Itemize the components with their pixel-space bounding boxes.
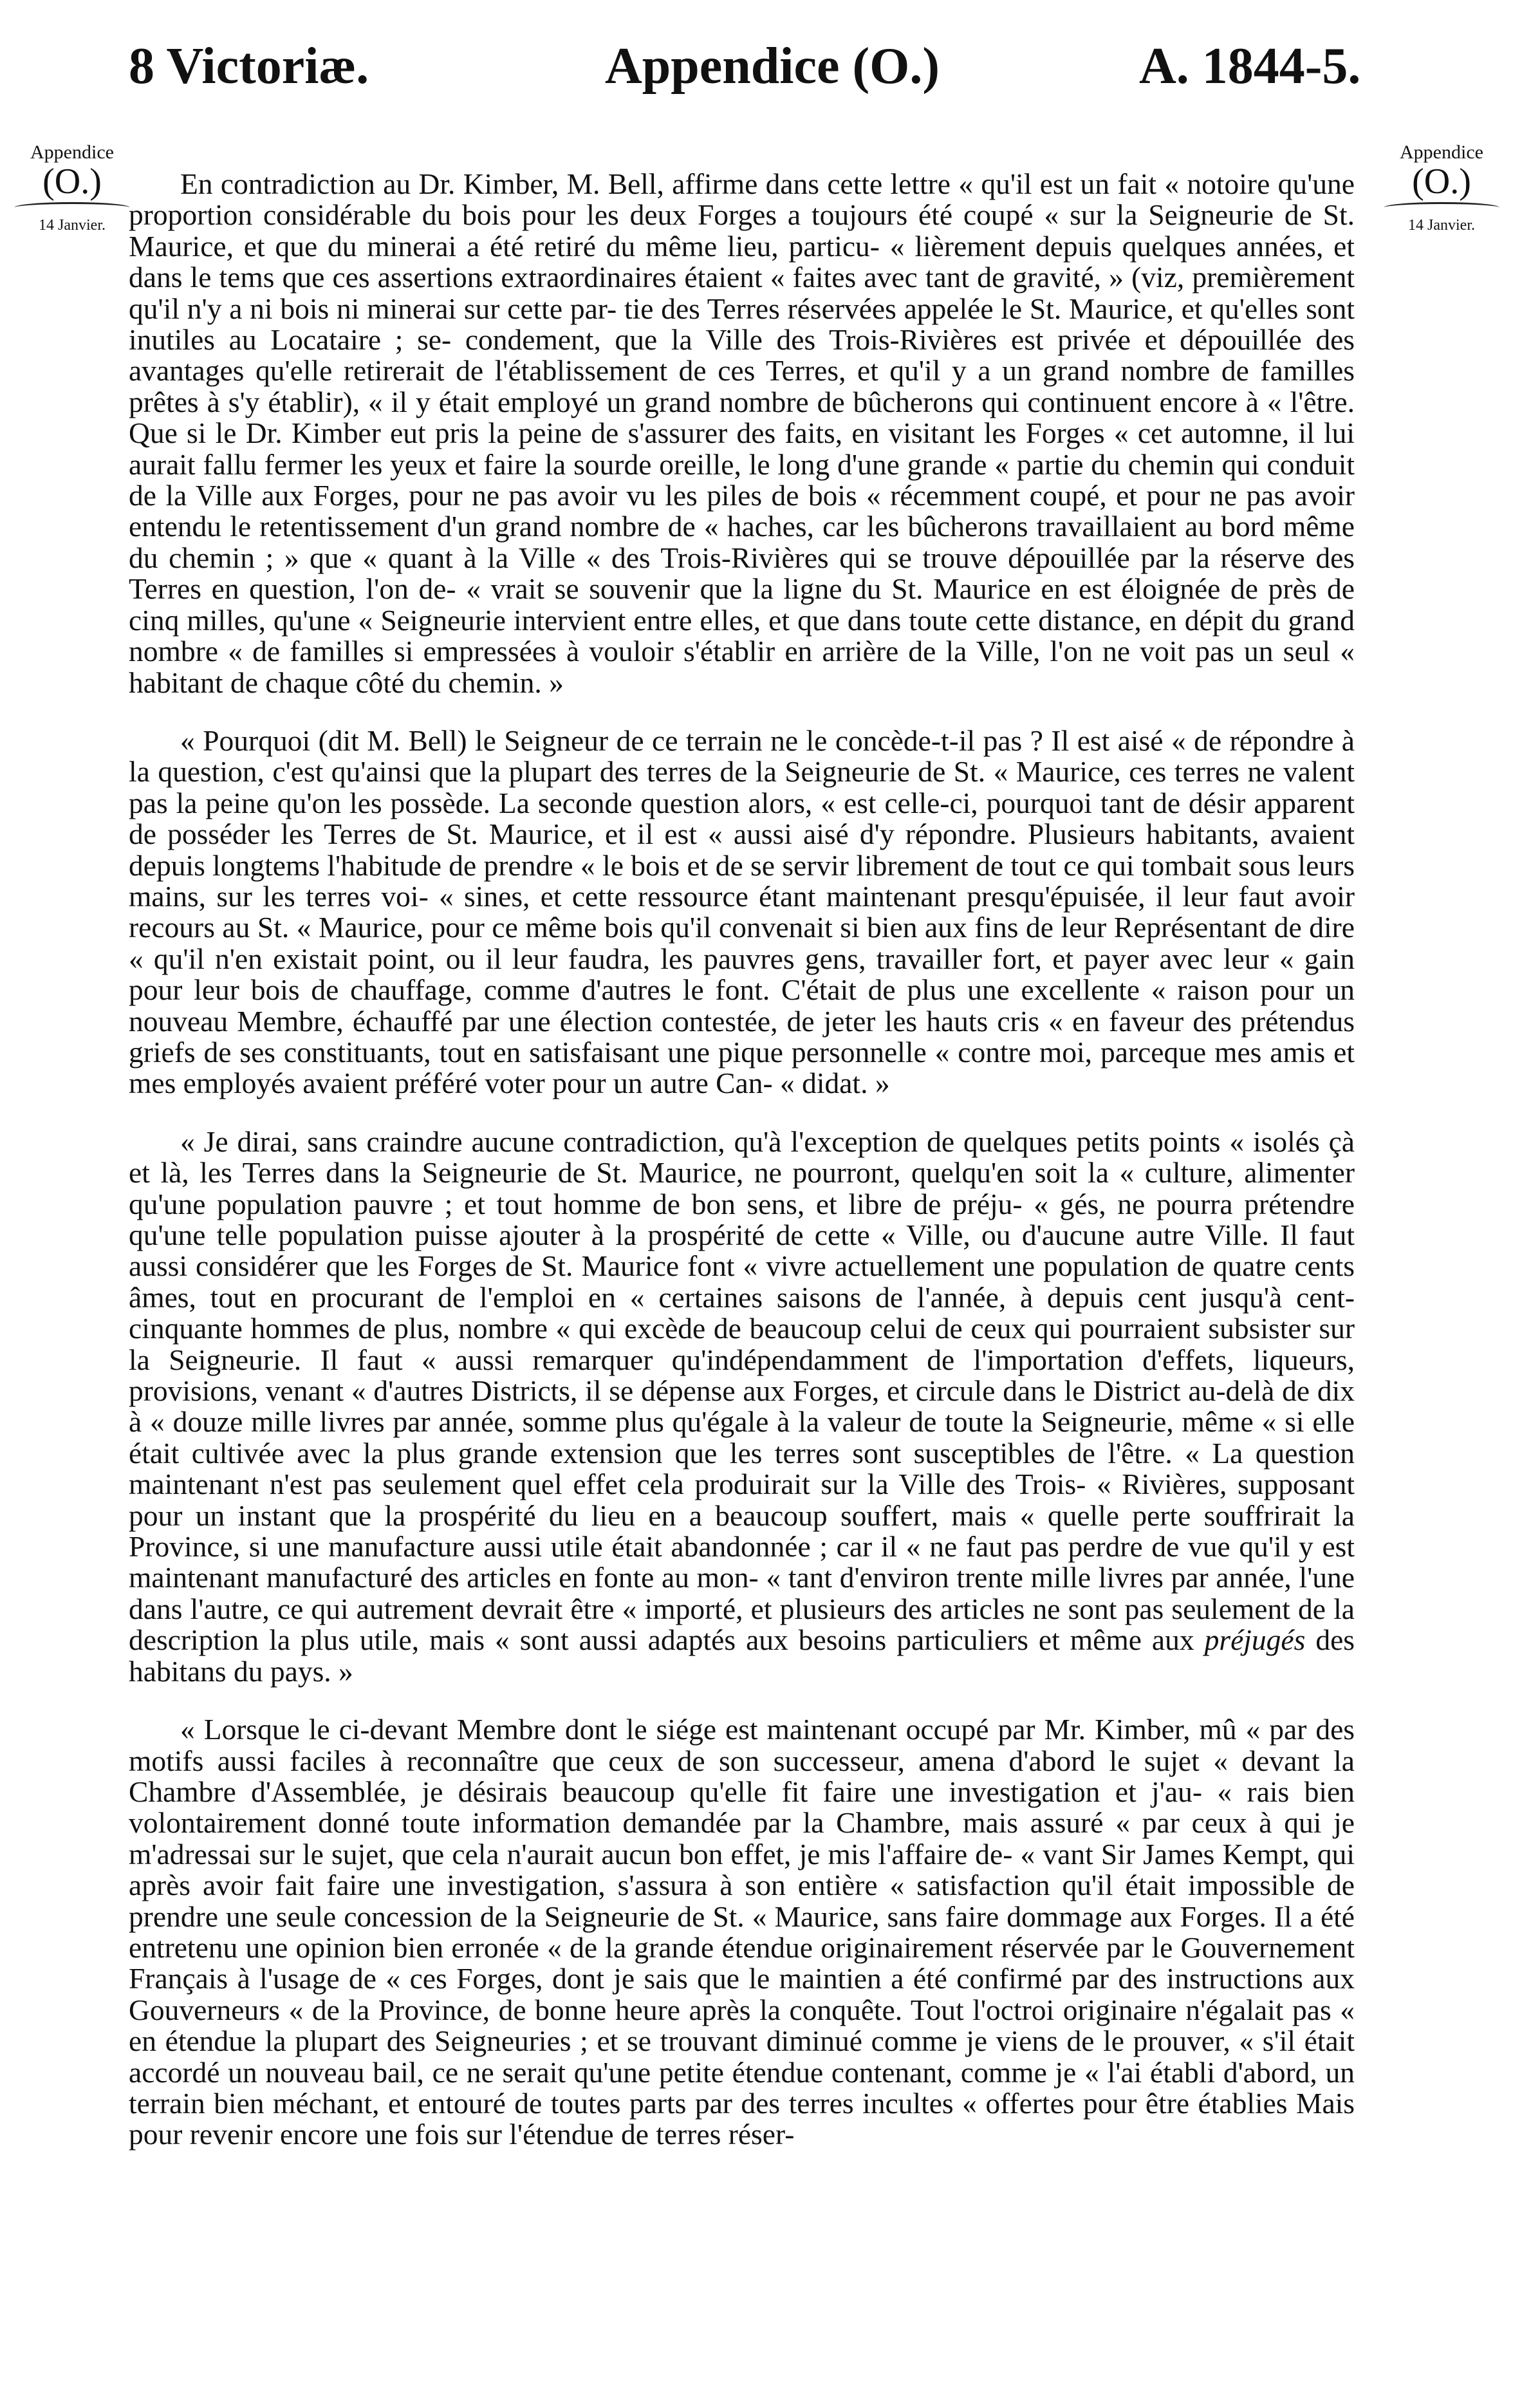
- paragraph-3: [129, 1126, 1355, 1687]
- paragraph-2: « Pourquoi (dit M. Bell) le Seigneur de ce terrain ne le concède-t-il pas ? Il est aisé « de répondre à la question, c'est qu'ainsi que la plupart des terres de la Seigneurie de St. « Maurice, ces terres ne valent pas la peine qu'on les possède. La seconde question alors, « est celle-ci, pourquoi tant de désir apparent de posséder les Terres de St. Maurice, et il est « aussi aisé d'y répondre. Plusieurs habitants, avaient depuis longtems l'habitude de prendre « le bois et de se servir librement de tout ce qui tombait sous leurs mains, sur les terres voi- « sines, et cette ressource étant maintenant presqu'épuisée, il leur faut avoir recours au St. « Maurice, pour ce même bois qu'il convenait si bien aux fins de leur Représentant de dire « qu'il n'en existait point, ou il leur faudra, les pauvres gens, travailler fort, et payer avec leur « gain pour leur bois de chauffage, comme d'autres le font. C'était de plus une excellente « raison pour un nouveau Membre, échauffé par une élection contestée, de jeter les hauts cris « en faveur des prétendus griefs de ses constituants, tout en satisfaisant une pique personnelle « contre moi, parceque mes amis et mes employés avaient préféré voter pour un autre Can- « didat. »: [129, 723, 1355, 1100]
- margin-note-right: [1377, 142, 1506, 234]
- header-year: A. 1844-5.: [1139, 38, 1361, 95]
- paragraph-3-end: des habitans du pays. »: [129, 1623, 1355, 1688]
- brace-icon: [1384, 202, 1499, 213]
- paragraph-4: « Lorsque le ci-devant Membre dont le siége est maintenant occupé par Mr. Kimber, mû « par des motifs aussi faciles à reconnaître que ceux de son successeur, amena d'abord le sujet « devant la Chambre d'Assemblée, je désirais beaucoup qu'elle fit faire une investigation et j'au- « rais bien volontairement donné toute information demandée par la Chambre, mais assuré « par ceux à qui je m'adressai sur le sujet, que cela n'aurait aucun bon effet, je mis l'affaire de- « vant Sir James Kempt, qui après avoir fait faire une investigation, s'assura à son entière « satisfaction qu'il était impossible de prendre une seule concession de la Seigneurie de St. « Maurice, sans faire dommage aux Forges. Il a été entretenu une opinion bien erronée « de la grande étendue originairement réservée par le Gouvernement Français à l'usage de « ces Forges, dont je sais que le maintien a été confirmé par des instructions aux Gouverneurs « de la Province, de bonne heure après la conquête. Tout l'octroi originaire n'égalait pas « en étendue la plupart des Seigneuries ; et se trouvant diminué comme je viens de le prouver, « s'il était accordé un nouveau bail, ce ne serait qu'une petite étendue contenant, comme je « l'ai établi d'abord, un terrain bien méchant, et entouré de toutes parts par des terres incultes « offertes pour être établies Mais pour revenir encore une fois sur l'étendue de terres réser-: [129, 1713, 1355, 2151]
- paragraph-3-text: « Je dirai, sans craindre aucune contradiction, qu'à l'exception de quelques petits points « isolés çà et là, les Terres dans la Seigneurie de St. Maurice, ne pourront, quelqu'en soit la « culture, alimenter qu'une population pauvre ; et tout homme de bon sens, et libre de préju- « gés, ne pourra prétendre qu'une telle population puisse ajouter à la prospérité de cette « Ville, ou d'aucune autre Ville. Il faut aussi considérer que les Forges de St. Maurice font « vivre actuellement une population de quatre cents âmes, tout en procurant de l'emploi en « certaines saisons de l'année, à depuis cent jusqu'à cent-cinquante hommes de plus, nombre « qui excède de beaucoup celui de ceux qui pourraient subsister sur la Seigneurie. Il faut « aussi remarquer qu'indépendamment de l'importation d'effets, liqueurs, provisions, venant « d'autres Districts, il se dépense aux Forges, et circule dans le District au-delà de dix à « douze mille livres par année, somme plus qu'égale à la valeur de toute la Seigneurie, même « si elle était cultivée avec la plus grande extension que les terres sont susceptibles de l'être. « La question maintenant n'est pas seulement quel effet cela produirait sur la Ville des Trois- « Rivières, supposant pour un instant que la prospérité du lieu en a beaucoup souffert, mais « quelle perte souffrirait la Province, si une manufacture aussi utile était abandonnée ; car il « ne faut pas perdre de vue qu'il y est maintenant manufacturé des articles en fonte au mon- « tant d'environ trente mille livres par année, l'une dans l'autre, ce qui autrement devrait être « importé, et plusieurs des articles ne sont pas seulement de la description la plus utile, mais « sont aussi adaptés aux besoins particuliers et même aux: [129, 1125, 1355, 1657]
- header-session: 8 Victoriæ.: [129, 38, 369, 95]
- margin-date: 14 Janvier.: [1408, 217, 1475, 234]
- brace-icon: [14, 202, 130, 213]
- header-title: Appendice (O.): [605, 38, 940, 95]
- paragraph-1: En contradiction au Dr. Kimber, M. Bell, affirme dans cette lettre « qu'il est un fait « notoire qu'une proportion considérable du bois pour les deux Forges a toujours été coupé « sur la Seigneurie de St. Maurice, et que du minerai a été retiré du même lieu, particu- « lièrement depuis quelques années, et dans le tems que ces assertions extraordinaires étaient « faites avec tant de gravité, » (viz, premièrement qu'il n'y a ni bois ni minerai sur cette par- tie des Terres réservées appelée le St. Maurice, et qu'elles sont inutiles au Locataire ; se- condement, que la Ville des Trois-Rivières est privée et dépouillée des avantages qu'elle retirerait de l'établissement de ces Terres, et qu'il y a un grand nombre de familles prêtes à s'y établir), « il y était employé un grand nombre de bûcherons qui continuent encore à « l'être. Que si le Dr. Kimber eut pris la peine de s'assurer des faits, en visitant les Forges « cet automne, il lui aurait fallu fermer les yeux et faire la sourde oreille, le long d'une grande « partie du chemin qui conduit de la Ville aux Forges, pour ne pas avoir vu les piles de bois « récemment coupé, et pour ne pas avoir entendu le retentissement d'un grand nombre de « haches, car les bûcherons travaillaient au bord même du chemin ; » que « quant à la Ville « des Trois-Rivières qui se trouve dépouillée par la réserve des Terres en question, l'on de- « vrait se souvenir que la ligne du St. Maurice en est éloignée de près de cinq milles, qu'une « Seigneurie intervient entre elles, et que dans toute cette distance, en dépit du grand nombre « de familles si empressées à vouloir s'établir en arrière de la Ville, l'on ne voit pas un seul « habitant de chaque côté du chemin. »: [129, 169, 1355, 699]
- margin-letter: (O.): [42, 162, 102, 201]
- margin-note-left: [8, 142, 136, 234]
- paragraph-3-italic: préjugés: [1204, 1623, 1306, 1657]
- margin-label: Appendice: [1400, 142, 1483, 163]
- margin-letter: (O.): [1412, 162, 1471, 201]
- margin-label: Appendice: [30, 142, 114, 163]
- body-text: [129, 169, 1355, 2383]
- page-header: [0, 24, 1531, 102]
- margin-date: 14 Janvier.: [39, 217, 106, 234]
